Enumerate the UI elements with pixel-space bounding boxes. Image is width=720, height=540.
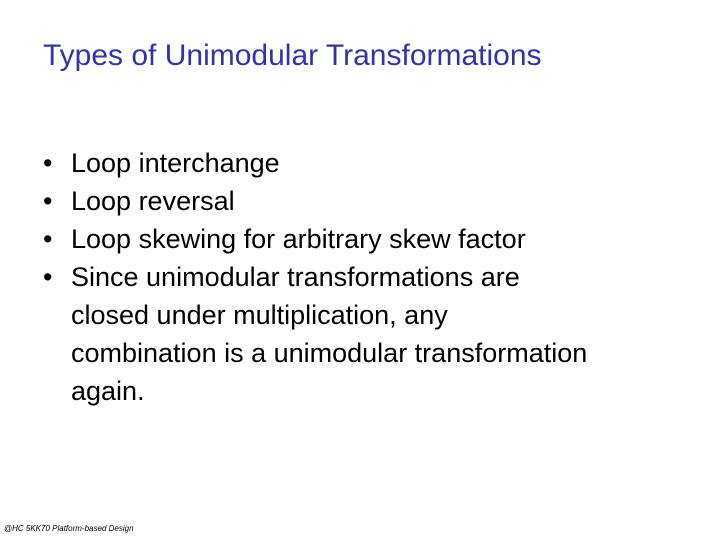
footer-text: @HC 5KK70 Platform-based Design <box>4 524 134 533</box>
bullet-list <box>43 144 703 410</box>
bullet-text: Loop skewing for arbitrary skew factor <box>71 224 526 254</box>
list-item <box>43 144 703 182</box>
list-item <box>43 258 703 410</box>
list-item <box>43 182 703 220</box>
bullet-marker: • <box>43 262 53 292</box>
bullet-marker: • <box>43 224 53 254</box>
bullet-marker: • <box>43 186 53 216</box>
bullet-text: Loop reversal <box>71 186 235 216</box>
list-item <box>43 220 703 258</box>
bullet-text: Since unimodular transformations are closed under multiplication, any combination is a unimodular transformation again. <box>71 262 588 406</box>
bullet-marker: • <box>43 148 53 178</box>
bullet-text: Loop interchange <box>71 148 280 178</box>
slide-title: Types of Unimodular Transformations <box>43 39 542 72</box>
